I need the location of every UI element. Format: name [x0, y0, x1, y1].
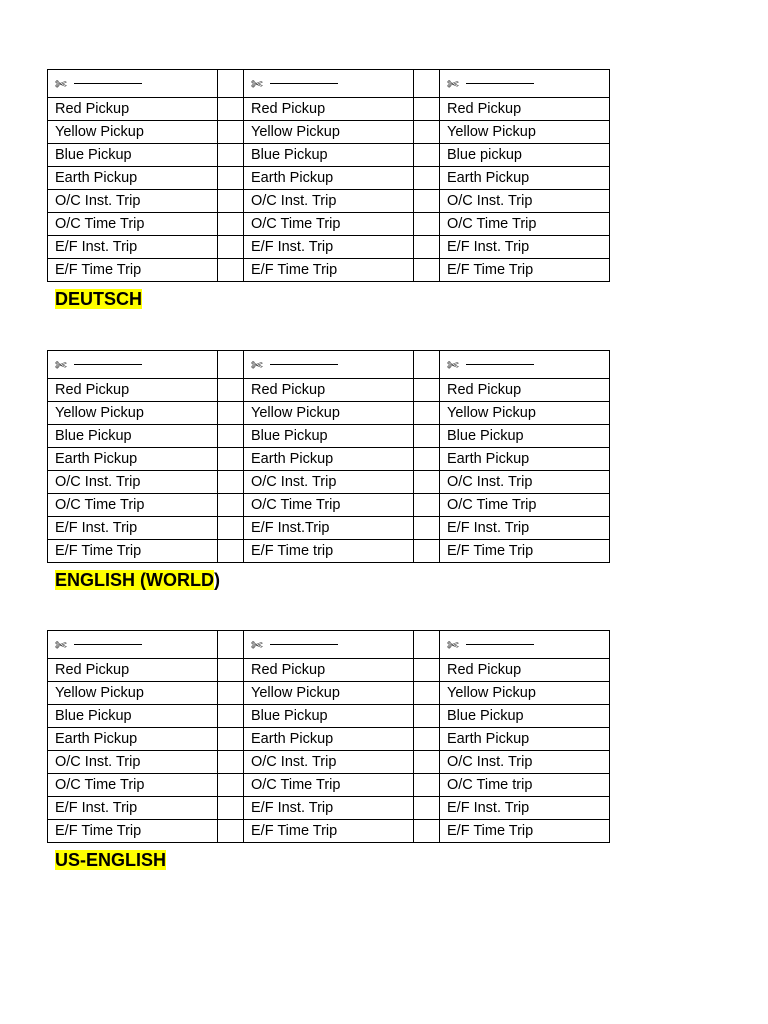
- scissors-icon: ✄: [251, 636, 263, 653]
- spacer-cell: [218, 471, 244, 494]
- label-cell: Yellow Pickup: [440, 121, 610, 144]
- table-row: [48, 659, 610, 682]
- table-row: [48, 494, 610, 517]
- spacer-cell: [414, 682, 440, 705]
- cut-row: [48, 351, 610, 379]
- label-cell: E/F Time Trip: [440, 820, 610, 843]
- label-cell: Earth Pickup: [244, 448, 414, 471]
- spacer-cell: [414, 213, 440, 236]
- spacer-cell: [414, 517, 440, 540]
- spacer-cell: [218, 144, 244, 167]
- spacer-cell: [414, 471, 440, 494]
- label-cell: E/F Inst. Trip: [244, 236, 414, 259]
- spacer-cell: [414, 448, 440, 471]
- spacer-cell: [218, 631, 244, 659]
- label-cell: Blue Pickup: [440, 705, 610, 728]
- label-cell: Earth Pickup: [48, 448, 218, 471]
- label-cell: O/C Time Trip: [48, 774, 218, 797]
- label-cell: Blue Pickup: [244, 144, 414, 167]
- label-table-block-english-world: [47, 350, 607, 563]
- cut-row: [48, 70, 610, 98]
- scissors-icon: ✄: [251, 75, 263, 92]
- label-table: [47, 69, 610, 282]
- spacer-cell: [218, 448, 244, 471]
- label-cell: Earth Pickup: [244, 167, 414, 190]
- spacer-cell: [414, 379, 440, 402]
- section-title-us-english: [55, 849, 166, 871]
- label-cell: Yellow Pickup: [244, 682, 414, 705]
- label-cell: Yellow Pickup: [48, 402, 218, 425]
- table-row: [48, 682, 610, 705]
- cut-cell: [440, 631, 610, 659]
- table-row: [48, 236, 610, 259]
- label-cell: Earth Pickup: [244, 728, 414, 751]
- table-row: [48, 448, 610, 471]
- spacer-cell: [414, 774, 440, 797]
- label-cell: O/C Inst. Trip: [244, 751, 414, 774]
- label-cell: O/C Time Trip: [440, 494, 610, 517]
- label-cell: E/F Inst. Trip: [440, 236, 610, 259]
- table-row: [48, 121, 610, 144]
- spacer-cell: [218, 820, 244, 843]
- spacer-cell: [218, 213, 244, 236]
- label-cell: O/C Time Trip: [244, 213, 414, 236]
- spacer-cell: [414, 751, 440, 774]
- table-row: [48, 167, 610, 190]
- label-cell: E/F Time Trip: [244, 259, 414, 282]
- spacer-cell: [414, 797, 440, 820]
- table-row: [48, 517, 610, 540]
- label-cell: Red Pickup: [244, 98, 414, 121]
- cut-cell: [440, 351, 610, 379]
- spacer-cell: [218, 121, 244, 144]
- label-cell: Blue Pickup: [244, 705, 414, 728]
- cut-line: [466, 364, 534, 365]
- spacer-cell: [414, 705, 440, 728]
- label-cell: E/F Time Trip: [244, 820, 414, 843]
- label-cell: Red Pickup: [440, 659, 610, 682]
- spacer-cell: [218, 425, 244, 448]
- label-cell: E/F Inst. Trip: [48, 517, 218, 540]
- label-cell: E/F Time Trip: [440, 540, 610, 563]
- spacer-cell: [218, 774, 244, 797]
- table-row: [48, 820, 610, 843]
- section-title-suffix: ): [214, 570, 220, 590]
- spacer-cell: [414, 190, 440, 213]
- label-cell: Yellow Pickup: [440, 682, 610, 705]
- label-cell: Yellow Pickup: [48, 121, 218, 144]
- table-row: [48, 402, 610, 425]
- label-cell: Blue Pickup: [440, 425, 610, 448]
- label-cell: Earth Pickup: [440, 728, 610, 751]
- scissors-icon: ✄: [55, 75, 67, 92]
- spacer-cell: [414, 351, 440, 379]
- label-cell: Blue Pickup: [48, 705, 218, 728]
- table-row: [48, 259, 610, 282]
- spacer-cell: [414, 144, 440, 167]
- spacer-cell: [414, 494, 440, 517]
- label-cell: O/C Time Trip: [48, 213, 218, 236]
- spacer-cell: [218, 705, 244, 728]
- section-title-highlight: US-ENGLISH: [55, 850, 167, 870]
- spacer-cell: [218, 728, 244, 751]
- label-cell: E/F Inst.Trip: [244, 517, 414, 540]
- spacer-cell: [218, 98, 244, 121]
- cut-line: [74, 644, 142, 645]
- label-cell: E/F Time Trip: [48, 540, 218, 563]
- label-table: [47, 630, 610, 843]
- spacer-cell: [414, 167, 440, 190]
- label-cell: E/F Inst. Trip: [440, 517, 610, 540]
- label-cell: O/C Inst. Trip: [48, 751, 218, 774]
- section-title-highlight: DEUTSCH: [55, 289, 143, 309]
- cut-line: [270, 83, 338, 84]
- label-cell: O/C Inst. Trip: [48, 190, 218, 213]
- table-row: [48, 471, 610, 494]
- spacer-cell: [218, 259, 244, 282]
- label-cell: O/C Inst. Trip: [440, 751, 610, 774]
- label-cell: E/F Inst. Trip: [48, 236, 218, 259]
- label-cell: O/C Inst. Trip: [440, 471, 610, 494]
- spacer-cell: [414, 820, 440, 843]
- label-cell: O/C Time trip: [440, 774, 610, 797]
- cut-line: [466, 644, 534, 645]
- spacer-cell: [218, 236, 244, 259]
- table-row: [48, 728, 610, 751]
- table-row: [48, 425, 610, 448]
- label-cell: Yellow Pickup: [244, 121, 414, 144]
- label-cell: Yellow Pickup: [440, 402, 610, 425]
- label-cell: Red Pickup: [244, 379, 414, 402]
- label-cell: E/F Time Trip: [48, 259, 218, 282]
- label-cell: E/F Time Trip: [440, 259, 610, 282]
- label-cell: Red Pickup: [440, 98, 610, 121]
- table-row: [48, 190, 610, 213]
- label-cell: Red Pickup: [48, 379, 218, 402]
- cut-cell: [440, 70, 610, 98]
- spacer-cell: [218, 70, 244, 98]
- spacer-cell: [218, 751, 244, 774]
- label-cell: O/C Time Trip: [440, 213, 610, 236]
- spacer-cell: [414, 236, 440, 259]
- spacer-cell: [414, 121, 440, 144]
- spacer-cell: [414, 259, 440, 282]
- spacer-cell: [414, 98, 440, 121]
- section-title-highlight: ENGLISH (WORLD: [55, 570, 214, 590]
- spacer-cell: [218, 682, 244, 705]
- spacer-cell: [218, 167, 244, 190]
- cut-cell: [48, 70, 218, 98]
- spacer-cell: [414, 728, 440, 751]
- spacer-cell: [218, 402, 244, 425]
- table-row: [48, 774, 610, 797]
- label-cell: O/C Inst. Trip: [244, 190, 414, 213]
- label-cell: O/C Time Trip: [48, 494, 218, 517]
- label-cell: E/F Inst. Trip: [440, 797, 610, 820]
- cut-cell: [48, 631, 218, 659]
- spacer-cell: [218, 494, 244, 517]
- spacer-cell: [218, 517, 244, 540]
- label-cell: Blue Pickup: [48, 425, 218, 448]
- label-cell: Earth Pickup: [48, 167, 218, 190]
- label-cell: Red Pickup: [48, 659, 218, 682]
- label-cell: Yellow Pickup: [244, 402, 414, 425]
- spacer-cell: [218, 379, 244, 402]
- label-cell: Blue Pickup: [48, 144, 218, 167]
- label-cell: E/F Inst. Trip: [244, 797, 414, 820]
- table-row: [48, 144, 610, 167]
- spacer-cell: [414, 70, 440, 98]
- cut-cell: [48, 351, 218, 379]
- table-row: [48, 98, 610, 121]
- cut-line: [74, 364, 142, 365]
- cut-line: [270, 364, 338, 365]
- label-cell: Red Pickup: [244, 659, 414, 682]
- section-title-english-world: [55, 569, 220, 591]
- label-cell: E/F Time Trip: [48, 820, 218, 843]
- spacer-cell: [414, 402, 440, 425]
- scissors-icon: ✄: [447, 75, 459, 92]
- label-table-block-deutsch: [47, 69, 607, 282]
- label-cell: O/C Inst. Trip: [48, 471, 218, 494]
- table-row: [48, 751, 610, 774]
- label-cell: E/F Time trip: [244, 540, 414, 563]
- table-row: [48, 540, 610, 563]
- cut-row: [48, 631, 610, 659]
- spacer-cell: [218, 797, 244, 820]
- spacer-cell: [218, 659, 244, 682]
- label-cell: O/C Time Trip: [244, 774, 414, 797]
- label-cell: Blue pickup: [440, 144, 610, 167]
- spacer-cell: [414, 659, 440, 682]
- table-row: [48, 213, 610, 236]
- cut-line: [74, 83, 142, 84]
- scissors-icon: ✄: [447, 636, 459, 653]
- scissors-icon: ✄: [55, 636, 67, 653]
- scissors-icon: ✄: [251, 356, 263, 373]
- label-cell: Blue Pickup: [244, 425, 414, 448]
- label-cell: Earth Pickup: [440, 167, 610, 190]
- spacer-cell: [414, 631, 440, 659]
- cut-line: [270, 644, 338, 645]
- label-cell: Earth Pickup: [440, 448, 610, 471]
- spacer-cell: [218, 190, 244, 213]
- cut-cell: [244, 631, 414, 659]
- table-row: [48, 797, 610, 820]
- label-cell: Red Pickup: [48, 98, 218, 121]
- cut-line: [466, 83, 534, 84]
- spacer-cell: [218, 540, 244, 563]
- label-cell: O/C Time Trip: [244, 494, 414, 517]
- label-table-block-us-english: [47, 630, 607, 843]
- table-row: [48, 705, 610, 728]
- label-cell: Yellow Pickup: [48, 682, 218, 705]
- section-title-deutsch: [55, 288, 142, 310]
- label-cell: Earth Pickup: [48, 728, 218, 751]
- cut-cell: [244, 70, 414, 98]
- scissors-icon: ✄: [55, 356, 67, 373]
- table-row: [48, 379, 610, 402]
- scissors-icon: ✄: [447, 356, 459, 373]
- label-cell: E/F Inst. Trip: [48, 797, 218, 820]
- label-cell: O/C Inst. Trip: [440, 190, 610, 213]
- label-cell: Red Pickup: [440, 379, 610, 402]
- label-cell: O/C Inst. Trip: [244, 471, 414, 494]
- spacer-cell: [414, 540, 440, 563]
- spacer-cell: [218, 351, 244, 379]
- spacer-cell: [414, 425, 440, 448]
- label-table: [47, 350, 610, 563]
- cut-cell: [244, 351, 414, 379]
